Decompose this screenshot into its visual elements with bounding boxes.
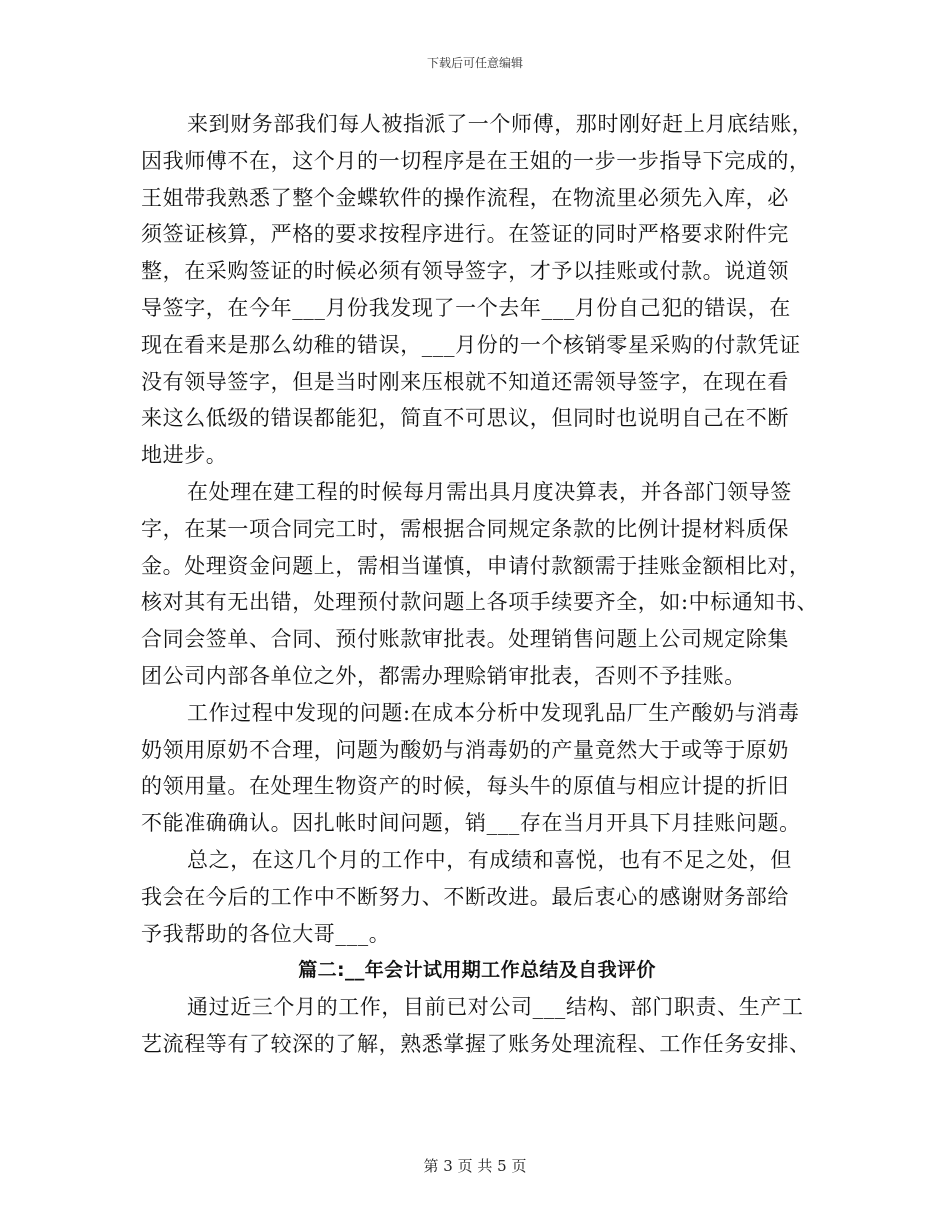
text-line: 没有领导签字，但是当时刚来压根就不知道还需领导签字，在现在看	[141, 369, 789, 394]
text-line: 不能准确确认。因扎帐时间问题，销___存在当月开具下月挂账问题。	[141, 811, 801, 836]
text-line: 地进步。	[141, 443, 228, 468]
section-title: 篇二:__年会计试用期工作总结及自我评价	[298, 959, 656, 982]
text-line: 整，在采购签证的时候必须有领导签字，才予以挂账或付款。说道领	[141, 259, 789, 284]
text-line: 核对其有无出错，处理预付款问题上各项手续要齐全，如:中标通知书、	[141, 590, 819, 615]
document-body	[141, 106, 819, 1063]
text-line: 因我师傅不在，这个月的一切程序是在王姐的一步一步指导下完成的，	[141, 148, 811, 173]
text-line: 艺流程等有了较深的了解，熟悉掌握了账务处理流程、工作任务安排、	[141, 1031, 811, 1056]
text-line: 来这么低级的错误都能犯，简直不可思议，但同时也说明自己在不断	[141, 406, 789, 431]
text-line: 我会在今后的工作中不断努力、不断改进。最后衷心的感谢财务部给	[141, 884, 789, 909]
text-line: 导签字，在今年___月份我发现了一个去年___月份自己犯的错误，在	[141, 295, 791, 320]
paragraph-3	[141, 695, 813, 842]
paragraph-1	[141, 106, 813, 474]
text-line: 金。处理资金问题上，需相当谨慎，申请付款额需于挂账金额相比对，	[141, 553, 811, 578]
text-line: 须签证核算，严格的要求按程序进行。在签证的同时严格要求附件完	[141, 222, 789, 247]
text-line: 予我帮助的各位大哥___。	[141, 921, 391, 946]
text-line: 在处理在建工程的时候每月需出具月度决算表，并各部门领导签	[187, 479, 792, 504]
text-line: 奶领用原奶不合理，问题为酸奶与消毒奶的产量竟然大于或等于原奶	[141, 737, 789, 762]
page-footer: 第 3 页 共 5 页	[423, 1157, 527, 1175]
paragraph-4	[141, 842, 813, 952]
text-line: 字，在某一项合同完工时，需根据合同规定条款的比例计提材料质保	[141, 516, 789, 541]
text-line: 的领用量。在处理生物资产的时候，每头牛的原值与相应计提的折旧	[141, 774, 789, 799]
page-header: 下载后可任意编辑	[426, 56, 523, 70]
section-paragraph	[141, 989, 813, 1063]
text-line: 团公司内部各单位之外，都需办理赊销审批表，否则不予挂账。	[141, 663, 746, 688]
text-line: 总之，在这几个月的工作中，有成绩和喜悦，也有不足之处，但	[187, 847, 792, 872]
text-line: 来到财务部我们每人被指派了一个师傅，那时刚好赶上月底结账，	[187, 112, 814, 136]
paragraph-2	[141, 474, 819, 695]
text-line: 现在看来是那么幼稚的错误，___月份的一个核销零星采购的付款凭证	[141, 332, 801, 357]
text-line: 通过近三个月的工作，目前已对公司___结构、部门职责、生产工	[187, 995, 804, 1020]
text-line: 合同会签单、合同、预付账款审批表。处理销售问题上公司规定除集	[141, 627, 789, 652]
text-line: 工作过程中发现的问题:在成本分析中发现乳品厂生产酸奶与消毒	[187, 700, 800, 725]
text-line: 王姐带我熟悉了整个金蝶软件的操作流程，在物流里必须先入库，必	[141, 185, 789, 210]
